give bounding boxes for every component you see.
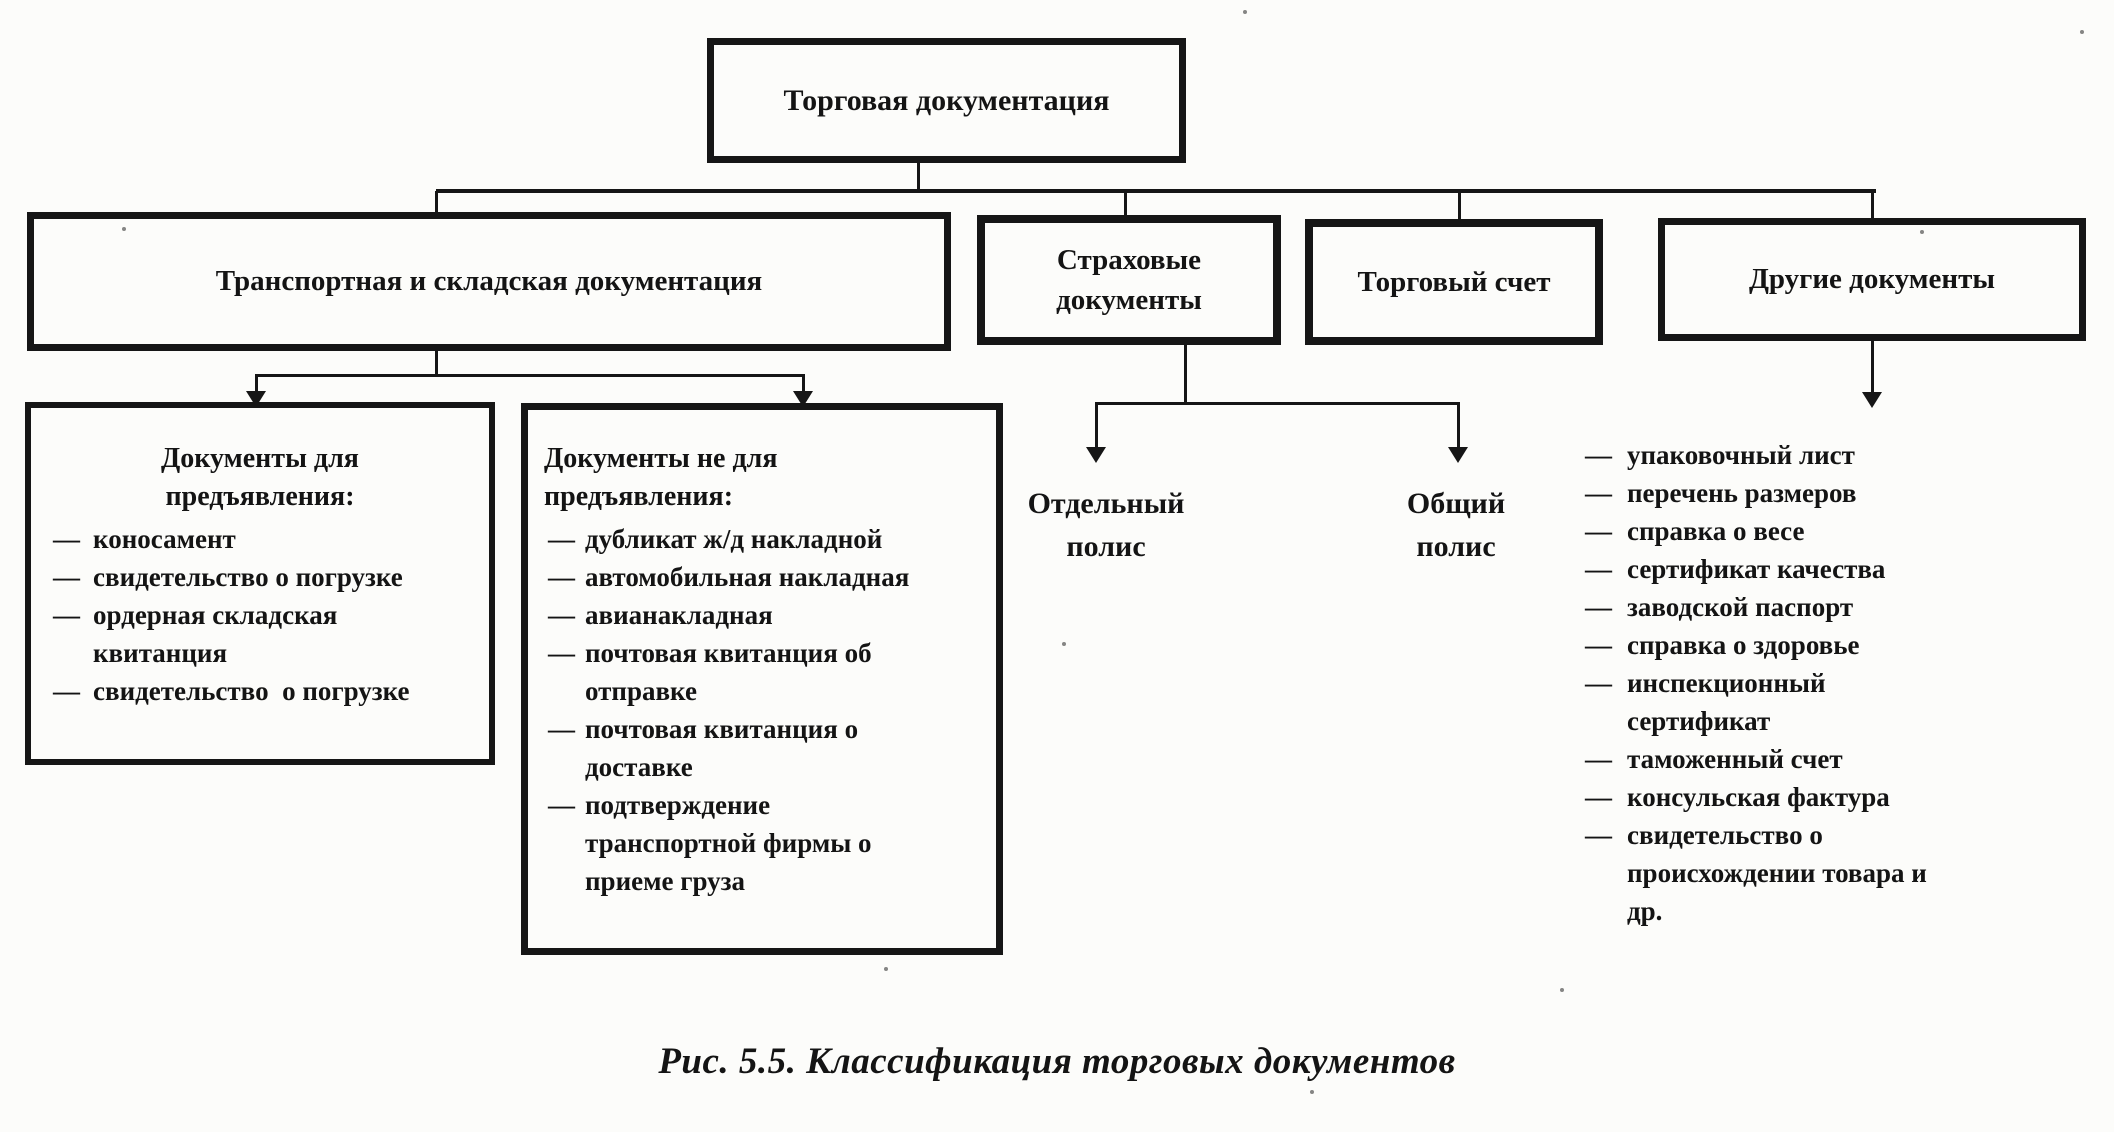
list-item-text: ордерная складская квитанция bbox=[93, 600, 345, 668]
dash-marker: — bbox=[1585, 440, 1612, 470]
list-item-text: автомобильная накладная bbox=[585, 562, 910, 592]
scan-speck bbox=[884, 967, 888, 971]
list-item-text: упаковочный лист bbox=[1627, 440, 1855, 470]
list-item-text: свидетельство о погрузке bbox=[93, 562, 403, 592]
figure-caption: Рис. 5.5. Классификация торговых документов bbox=[658, 1041, 1456, 1082]
connector-line bbox=[1457, 402, 1460, 448]
list-item bbox=[528, 520, 996, 558]
list-item-text: таможенный счет bbox=[1627, 744, 1843, 774]
list-item-text: свидетельство о погрузке bbox=[93, 676, 410, 706]
connector-line bbox=[255, 374, 805, 377]
list-item bbox=[31, 672, 489, 710]
dash-marker: — bbox=[1585, 820, 1612, 850]
non-presentation-docs-title: Документы не для предъявления: bbox=[544, 443, 778, 512]
dash-marker: — bbox=[548, 638, 575, 668]
non-presentation-docs-box bbox=[521, 403, 1003, 955]
scan-speck bbox=[1062, 642, 1066, 646]
list-item bbox=[1585, 626, 1935, 664]
connector-line bbox=[435, 349, 438, 376]
dash-marker: — bbox=[548, 524, 575, 554]
list-item-text: инспекционный сертификат bbox=[1627, 668, 1833, 736]
list-item bbox=[1585, 512, 1935, 550]
list-item bbox=[31, 596, 489, 672]
list-item-text: консульская фактура bbox=[1627, 782, 1890, 812]
connector-line bbox=[1095, 402, 1098, 448]
list-item-text: заводской паспорт bbox=[1627, 592, 1854, 622]
dash-marker: — bbox=[1585, 782, 1612, 812]
list-item-text: свидетельство о происхождении товара и др. bbox=[1627, 820, 1934, 926]
branch-transport-label: Транспортная и складская документация bbox=[215, 265, 763, 297]
separate-policy-label: Отдельный полис bbox=[1027, 487, 1185, 563]
branch-insurance-label: Страховые документы bbox=[1056, 244, 1202, 316]
dash-marker: — bbox=[53, 524, 80, 554]
list-item bbox=[1585, 474, 1935, 512]
arrow-down-icon bbox=[1862, 392, 1882, 408]
dash-marker: — bbox=[1585, 478, 1612, 508]
connector-line bbox=[802, 374, 805, 392]
connector-line bbox=[255, 374, 258, 392]
list-item bbox=[31, 558, 489, 596]
general-policy-label: Общий полис bbox=[1406, 487, 1506, 563]
branch-insurance-box bbox=[977, 215, 1281, 345]
list-item bbox=[1585, 550, 1935, 588]
dash-marker: — bbox=[548, 562, 575, 592]
connector-line bbox=[917, 160, 920, 192]
list-item bbox=[1585, 778, 1935, 816]
dash-marker: — bbox=[53, 600, 80, 630]
scan-speck bbox=[1243, 10, 1247, 14]
scan-speck bbox=[1310, 1090, 1314, 1094]
list-item-text: почтовая квитанция о доставке bbox=[585, 714, 865, 782]
root-box-label: Торговая документация bbox=[783, 83, 1110, 117]
presentation-docs-list bbox=[31, 520, 489, 710]
list-item bbox=[1585, 664, 1935, 740]
list-item bbox=[31, 520, 489, 558]
scan-speck bbox=[2080, 30, 2084, 34]
list-item-text: дубликат ж/д накладной bbox=[585, 524, 883, 554]
list-item bbox=[1585, 588, 1935, 626]
dash-marker: — bbox=[1585, 744, 1612, 774]
list-item bbox=[528, 634, 996, 710]
dash-marker: — bbox=[1585, 554, 1612, 584]
connector-line bbox=[1095, 402, 1460, 405]
dash-marker: — bbox=[548, 790, 575, 820]
root-box bbox=[707, 38, 1186, 163]
dash-marker: — bbox=[1585, 668, 1612, 698]
other-docs-list bbox=[1585, 436, 1935, 930]
presentation-docs-title: Документы для предъявления: bbox=[161, 443, 359, 512]
dash-marker: — bbox=[548, 714, 575, 744]
list-item-text: справка о весе bbox=[1627, 516, 1805, 546]
scan-speck bbox=[122, 227, 126, 231]
connector-line bbox=[1184, 343, 1187, 404]
arrow-down-icon bbox=[1448, 447, 1468, 463]
list-item bbox=[528, 558, 996, 596]
connector-line bbox=[436, 189, 1876, 193]
branch-other-box bbox=[1658, 218, 2086, 341]
list-item-text: справка о здоровье bbox=[1627, 630, 1860, 660]
branch-trade-invoice-box bbox=[1305, 219, 1603, 345]
connector-line bbox=[1871, 191, 1874, 221]
dash-marker: — bbox=[1585, 516, 1612, 546]
arrow-down-icon bbox=[1086, 447, 1106, 463]
scan-speck bbox=[1560, 988, 1564, 992]
connector-line bbox=[1871, 339, 1874, 393]
dash-marker: — bbox=[53, 676, 80, 706]
dash-marker: — bbox=[548, 600, 575, 630]
list-item-text: авианакладная bbox=[585, 600, 773, 630]
dash-marker: — bbox=[1585, 592, 1612, 622]
connector-line bbox=[1124, 191, 1127, 218]
branch-other-label: Другие документы bbox=[1748, 263, 1995, 295]
list-item bbox=[528, 786, 996, 900]
non-presentation-docs-list bbox=[528, 520, 996, 900]
list-item bbox=[1585, 436, 1935, 474]
connector-line bbox=[1458, 191, 1461, 222]
list-item-text: коносамент bbox=[93, 524, 236, 554]
list-item-text: сертификат качества bbox=[1627, 554, 1886, 584]
list-item bbox=[1585, 816, 1935, 930]
list-item bbox=[528, 596, 996, 634]
dash-marker: — bbox=[53, 562, 80, 592]
scan-speck bbox=[1920, 230, 1924, 234]
list-item bbox=[1585, 740, 1935, 778]
presentation-docs-box bbox=[25, 402, 495, 765]
branch-trade-invoice-label: Торговый счет bbox=[1357, 265, 1551, 298]
list-item bbox=[528, 710, 996, 786]
list-item-text: почтовая квитанция об отправке bbox=[585, 638, 879, 706]
list-item-text: перечень размеров bbox=[1627, 478, 1857, 508]
branch-transport-box bbox=[27, 212, 951, 351]
list-item-text: подтверждение транспортной фирмы о приеме груза bbox=[585, 790, 879, 896]
dash-marker: — bbox=[1585, 630, 1612, 660]
